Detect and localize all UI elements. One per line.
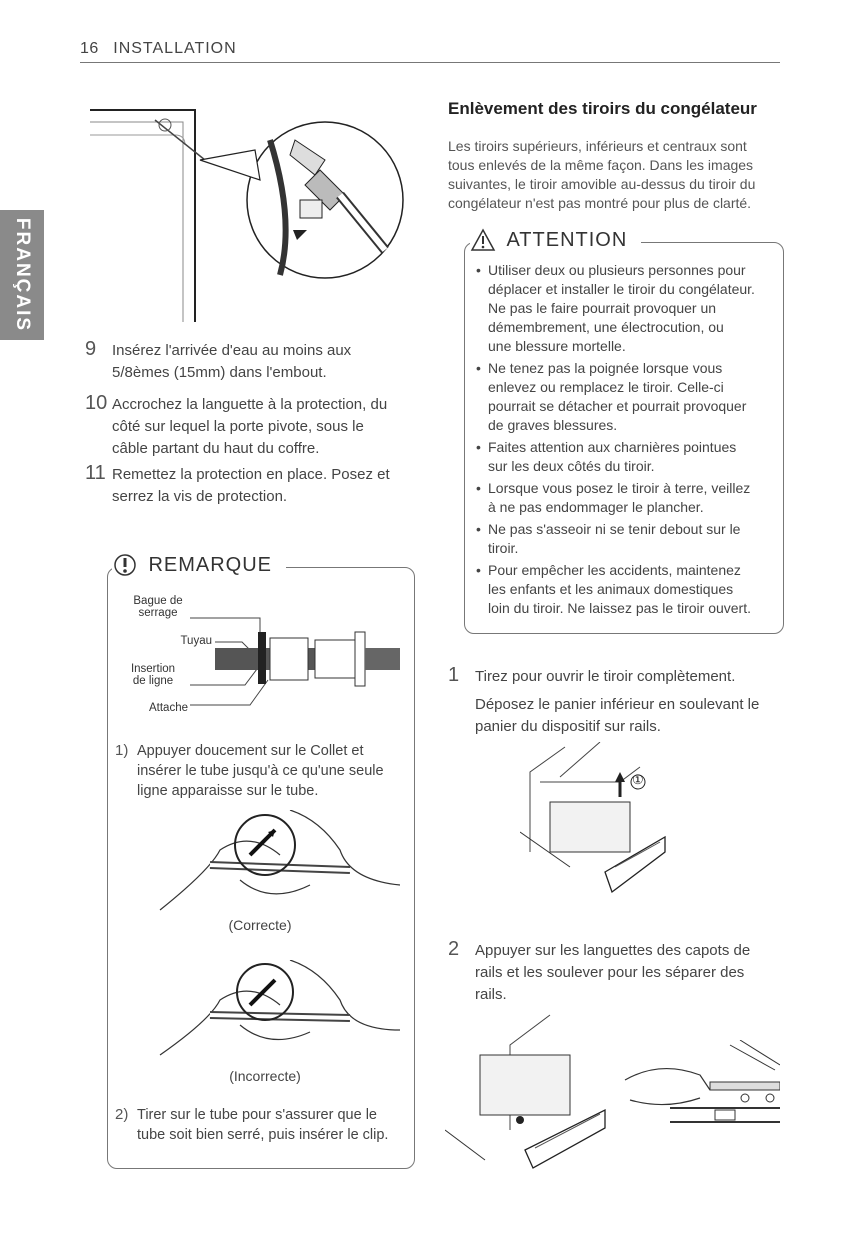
step-line: Appuyer sur les languettes des capots de	[475, 942, 751, 959]
step-11	[85, 464, 415, 508]
water-line-illustration	[85, 100, 405, 325]
attention-list	[474, 261, 779, 621]
label-insertion: Insertion de ligne	[130, 663, 176, 687]
step-number: 9	[85, 338, 97, 360]
list-item	[474, 520, 779, 558]
bullet-line: • Ne tenez pas la poignée lorsque vous	[488, 360, 723, 376]
intro-line: tous enlevés de la même façon. Dans les images	[448, 157, 754, 173]
step-line: rails et les soulever pour les séparer des	[475, 964, 745, 981]
bullet-line: sur les deux côtés du tiroir.	[488, 458, 655, 474]
intro-paragraph	[448, 137, 788, 213]
step-line: serrez la vis de protection.	[112, 488, 288, 505]
note-icon	[112, 552, 138, 578]
remarque-title-text: REMARQUE	[142, 554, 278, 576]
bullet-line: • Lorsque vous posez le tiroir à terre, veillez	[488, 480, 751, 496]
bullet-line: Ne pas le faire pourrait provoquer un	[488, 300, 717, 316]
language-tab-label: FRANÇAIS	[12, 217, 33, 333]
language-tab	[0, 210, 44, 340]
intro-line: congélateur n'est pas montré pour plus de clarté.	[448, 195, 752, 211]
step-line: Appuyer doucement sur le Collet et	[137, 743, 364, 759]
attention-title-text: ATTENTION	[500, 229, 633, 251]
bullet-line: loin du tiroir. Ne laissez pas le tiroir ouvert.	[488, 600, 751, 616]
bullet-line: • Faites attention aux charnières pointues	[488, 439, 737, 455]
step-line: côté sur lequel la porte pivote, sous le	[112, 418, 364, 435]
step-line: insérer le tube jusqu'à ce qu'une seule	[137, 763, 384, 779]
list-item	[474, 438, 779, 476]
step-number: 10	[85, 392, 108, 414]
step-number: 2)	[115, 1106, 129, 1123]
step-line: ligne apparaisse sur le tube.	[137, 783, 319, 799]
hands-correct-illustration	[150, 810, 400, 915]
page-header	[80, 40, 780, 63]
label-tuyau: Tuyau	[180, 635, 212, 647]
step-number: 2	[448, 938, 460, 960]
intro-line: suivantes, le tiroir amovible au-dessus du tiroir du	[448, 176, 756, 192]
caption-incorrect: (Incorrecte)	[229, 1068, 301, 1084]
label-attache: Attache	[149, 702, 188, 714]
bullet-line: déplacer et installer le tiroir du congélateur.	[488, 281, 755, 297]
bullet-line: une blessure mortelle.	[488, 338, 626, 354]
bullet-line: à ne pas endommager le plancher.	[488, 499, 704, 515]
list-item	[474, 261, 779, 356]
step-9	[85, 340, 415, 384]
remarque-step-1	[115, 741, 410, 801]
remarque-step-2	[115, 1105, 410, 1145]
list-item	[474, 479, 779, 517]
bullet-line: • Utiliser deux ou plusieurs personnes pour	[488, 262, 746, 278]
step-line: Déposez le panier inférieur en soulevant le	[475, 696, 760, 713]
bullet-line: démembrement, une électrocution, ou	[488, 319, 724, 335]
list-item	[474, 561, 779, 618]
step-line: câble partant du haut du coffre.	[112, 440, 320, 457]
label-bague: Bague de serrage	[133, 595, 183, 619]
step-line: Tirez pour ouvrir le tiroir complètement.	[475, 668, 736, 685]
bullet-line: • Pour empêcher les accidents, maintenez	[488, 562, 741, 578]
step-line: rails.	[475, 986, 507, 1003]
section-title: INSTALLATION	[113, 40, 237, 57]
rail-tab-detail-illustration	[620, 1040, 780, 1130]
caption-correct: (Correcte)	[228, 917, 292, 933]
hands-incorrect-illustration	[150, 960, 400, 1060]
warning-triangle-icon	[470, 228, 496, 252]
page-number: 16	[80, 40, 99, 57]
step-line: Insérez l'arrivée d'eau au moins aux	[112, 342, 352, 359]
remarque-title	[112, 552, 286, 578]
drawer-step-2	[448, 940, 788, 1006]
list-item	[474, 359, 779, 435]
bullet-line: pourrait se détacher et pourrait provoquer	[488, 398, 747, 414]
step-number: 1)	[115, 742, 129, 759]
step-line: tube soit bien serré, puis insérer le clip.	[137, 1127, 389, 1143]
bullet-line: de graves blessures.	[488, 417, 618, 433]
intro-line: Les tiroirs supérieurs, inférieurs et centraux sont	[448, 138, 747, 154]
step-line: 5/8èmes (15mm) dans l'embout.	[112, 364, 327, 381]
callout-number: ①	[632, 772, 644, 787]
bullet-line: les enfants et les animaux domestiques	[488, 581, 734, 597]
step-line: Tirer sur le tube pour s'assurer que le	[137, 1107, 377, 1123]
attention-title	[470, 228, 641, 252]
step-line: Remettez la protection en place. Posez et	[112, 466, 390, 483]
step-line: Accrochez la languette à la protection, du	[112, 396, 388, 413]
step-number: 11	[85, 462, 106, 484]
step-10	[85, 394, 415, 460]
bullet-line: • Ne pas s'asseoir ni se tenir debout sur le	[488, 521, 741, 537]
rail-cover-illustration	[445, 1010, 615, 1170]
step-line: panier du dispositif sur rails.	[475, 718, 661, 735]
bullet-line: tiroir.	[488, 540, 519, 556]
bullet-line: enlevez ou remplacez le tiroir. Celle-ci	[488, 379, 724, 395]
fitting-diagram	[190, 610, 402, 710]
drawer-step-1	[448, 666, 788, 738]
drawer-open-illustration	[520, 742, 670, 897]
section-heading: Enlèvement des tiroirs du congélateur	[448, 99, 757, 118]
step-number: 1	[448, 664, 460, 686]
